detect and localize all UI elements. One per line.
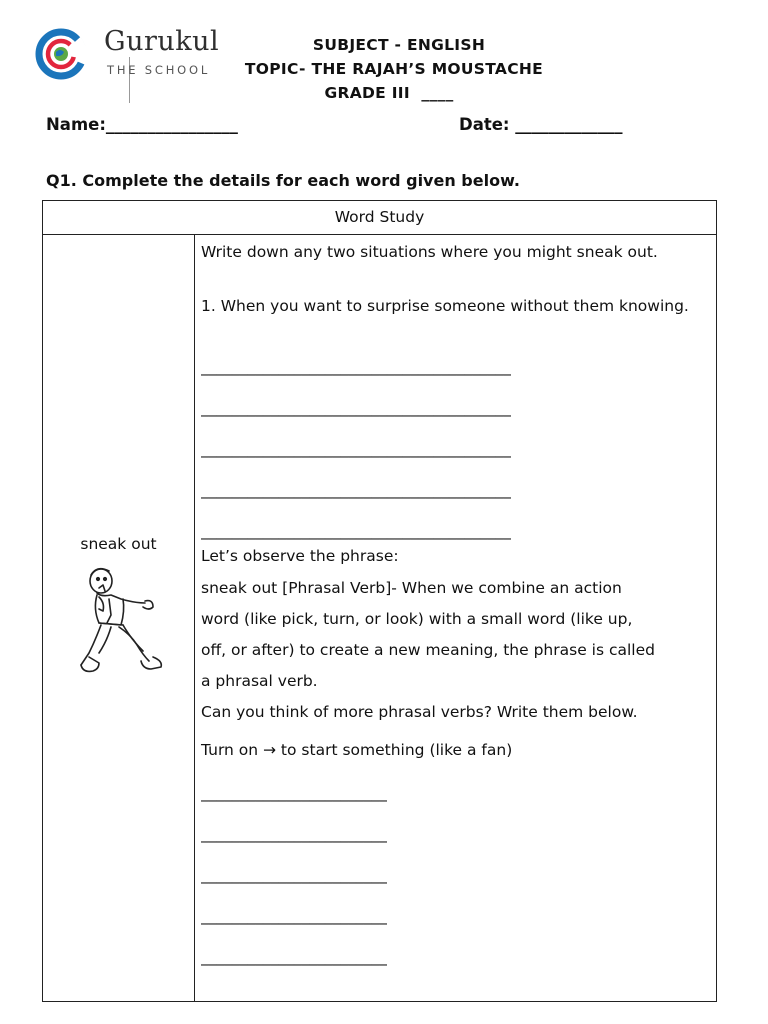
- definition-line: a phrasal verb.: [201, 672, 318, 690]
- question-text: Q1. Complete the details for each word given below.: [46, 171, 520, 190]
- answer-line[interactable]: ________________________________________: [201, 399, 511, 417]
- situation-example: 1. When you want to surprise someone without them knowing.: [201, 297, 689, 315]
- answer-line[interactable]: ________________________________________: [201, 440, 511, 458]
- definition-line: sneak out [Phrasal Verb]- When we combine an action: [201, 579, 622, 597]
- answer-line[interactable]: ________________________________________: [201, 522, 511, 540]
- table-heading: Word Study: [43, 201, 716, 235]
- details-column: [201, 235, 710, 1001]
- answer-line[interactable]: ________________________________________: [201, 358, 511, 376]
- word-label: sneak out: [80, 535, 157, 553]
- brand-name: Gurukul: [104, 26, 220, 57]
- phrasal-example: Turn on → to start something (like a fan): [201, 741, 513, 759]
- subject-heading: SUBJECT - ENGLISH: [312, 36, 486, 54]
- phrasal-answer-line[interactable]: ________________________: [201, 948, 387, 966]
- name-field[interactable]: Name:________________: [46, 115, 238, 134]
- phrasal-answer-line[interactable]: ________________________: [201, 784, 387, 802]
- sneaking-boy-illustration-icon: [79, 565, 165, 691]
- situation-prompt: Write down any two situations where you might sneak out.: [201, 243, 658, 261]
- word-column: [43, 235, 195, 1001]
- phrasal-answer-line[interactable]: ________________________: [201, 825, 387, 843]
- grade-heading: GRADE III ____: [324, 84, 454, 102]
- phrasal-answer-line[interactable]: ________________________: [201, 907, 387, 925]
- answer-line[interactable]: ________________________________________: [201, 481, 511, 499]
- think-prompt: Can you think of more phrasal verbs? Write them below.: [201, 703, 638, 721]
- definition-line: word (like pick, turn, or look) with a small word (like up,: [201, 610, 633, 628]
- definition-line: off, or after) to create a new meaning, the phrase is called: [201, 641, 655, 659]
- phrasal-answer-line[interactable]: ________________________: [201, 866, 387, 884]
- date-field[interactable]: Date: _____________: [459, 115, 623, 134]
- topic-heading: TOPIC- THE RAJAH’S MOUSTACHE: [244, 60, 544, 78]
- brand-subtitle: THE SCHOOL: [107, 63, 211, 77]
- observe-heading: Let’s observe the phrase:: [201, 547, 399, 565]
- word-study-table: [42, 200, 717, 1002]
